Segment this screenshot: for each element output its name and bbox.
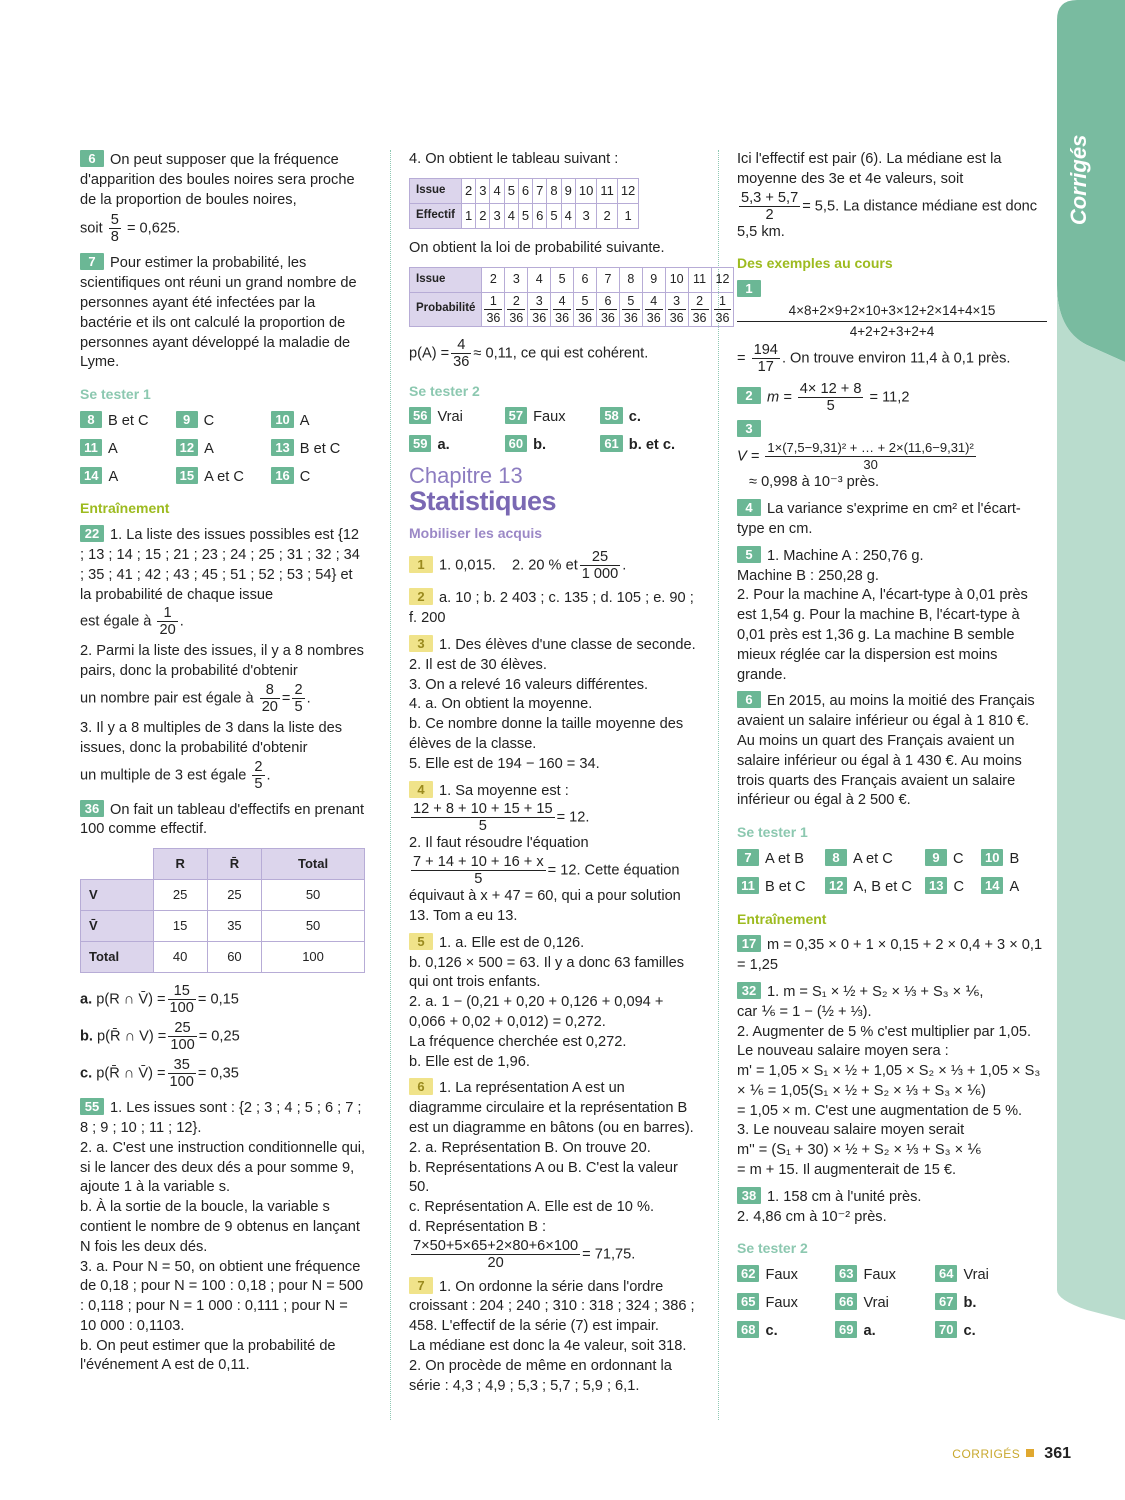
table-cell: 1 xyxy=(461,203,475,228)
answer-item: 14 A xyxy=(80,467,176,488)
chapter-title: Statistiques xyxy=(409,485,557,516)
table-cell: 3 xyxy=(490,203,504,228)
text: b. On peut estimer que la probabilité de l'événement A est de 0,11. xyxy=(80,1337,336,1374)
answer-grid xyxy=(409,407,696,456)
fraction: $\frac{194}{17}$ xyxy=(753,341,778,375)
section-heading: Mobiliser les acquis xyxy=(409,524,543,541)
table-cell: 6 xyxy=(574,267,597,292)
text: est égale à xyxy=(80,613,152,630)
exercise-number: 7 xyxy=(80,253,104,270)
answer-item: 11 B et C xyxy=(737,877,825,898)
answer-item: 65 Faux xyxy=(737,1293,835,1314)
answer-item: 61 b. et c. xyxy=(600,435,696,456)
table-cell: 6 xyxy=(533,203,547,228)
acquis-1: 1 1. 0,015. 2. 20 % et $\frac{25}{1 000}$ . xyxy=(409,549,696,582)
table-cell: 5 xyxy=(547,203,561,228)
table-cell: 12 xyxy=(711,267,734,292)
fraction: $\frac{4\times 12 + 8}{5}$ xyxy=(799,380,862,414)
probability-cell: $\frac{3}{36}$ xyxy=(665,292,688,326)
text: 1. Les issues sont : {2 ; 3 ; 4 ; 5 ; 6 ; 7 ; 8 ; 9 ; 10 ; 11 ; 12}. xyxy=(80,1100,362,1136)
answer-grid xyxy=(80,411,367,487)
table-cell: 2 xyxy=(461,178,475,203)
table-cell: 4 xyxy=(528,267,551,292)
section-heading: Se tester 1 xyxy=(737,824,808,841)
fraction: $\frac{2}{5}$ xyxy=(254,758,263,792)
text: 3. a. Pour N = 50, on obtient une fréquence de 0,18 ; pour N = 100 : 0,18 ; pour N = 500 : 0,118 ; pour N = 1 000 : 0,111 ; pour N = 10 000 : 0,1103. xyxy=(80,1258,364,1334)
table-cell: 8 xyxy=(619,267,642,292)
column-3: Ici l'effectif est pair (6). La médiane est la moyenne des 3e et 4e valeurs, soit $\frac{5,3 + 5,7}{2}$ = 5,5. La distance médiane est donc 5,5 km. Des exemples au cours 1 4×8+2×9+2×10+3×12+2×14+4×15 4+2+2+3+2+4 = $\frac{194}{17}$ . On trouve environ 11,4 à 0,1 près. 2 m = $\frac{4\times 12 + 8}{5}$ = 11,2 3 V = $\frac{\text{1×(7,5−9,31)² + … + 2×(11,6−9,31)²}}{30}$ ≈ 0,998 à 10⁻³ près. 4 La variance s'exprime en cm² et l'écart-type en cm. 5 1. Machine A : 250,76 g. Machine B : 250,28 g. 2. Pour la machine A, l'écart-type à 0,01 près est 1,54 g. Pour la machine B, l'écart-type à 0,01 près est 1,36 g. La machine B semble mieux réglée car la dispersion est moins grande. 6 En 2015, au moins la moitié des Français avaient un salaire inférieur ou égal à 1 810 €. Au moins un quart des Français avaient un salaire inférieur ou égal à 1 430 €. Au moins trois quarts des Français avaient un salaire inférieur ou égal à 2 500 €. Se tester 1 7 A et B 8 A et C 9 C 10 B 11 B et C 12 A, B et C 13 C 14 A Entraînement 17 m = 0,35 × 0 + 1 × 0,15 + 2 × 0,4 + 3 × 0,1 = 1,25 32 1. m = S₁ × ½ + S₂ × ⅓ + S₃ × ⅙, car ⅙ = 1 − (½ + ⅓). 2. Augmenter de 5 % c'est multiplier par 1,05. Le nouveau salaire moyen sera : m' = 1,05 × S₁ × ½ + 1,05 × S₂ × ⅓ + 1,05 × S₃ × ⅙ = 1,05(S₁ × ½ + S₂ × ⅓ + S₃ × ⅙) = 1,05 × m. C'est une augmentation de 5 %. 3. Le nouveau salaire moyen serait m'' = (S₁ + 30) × ½ + S₂ × ⅓ + S₃ × ⅙ = m + 15. Il augmenterait de 15 €. 38 1. 158 cm à l'unité près. 2. 4,86 cm à 10⁻² près. Se tester 2 62 Faux 63 Faux 64 Vrai 65 Faux 66 Vrai 67 b. 68 c. 69 a. 70 c. xyxy=(737,150,1047,1342)
example-4: 4 La variance s'exprime en cm² et l'écart-type en cm. xyxy=(737,500,1021,537)
table-cell: 7 xyxy=(596,267,619,292)
table-cell: 8 xyxy=(547,178,561,203)
text: = 0,625. xyxy=(126,220,181,237)
table-cell: 2 xyxy=(597,203,618,228)
answer-item: 7 A et B xyxy=(737,849,825,870)
answer-item: 56 Vrai xyxy=(409,407,505,428)
example-1: 1 4×8+2×9+2×10+3×12+2×14+4×15 4+2+2+3+2+4 = $\frac{194}{17}$ . On trouve environ 11,4 à 0,1 près. xyxy=(737,280,1047,374)
probability-cell: $\frac{4}{36}$ xyxy=(551,292,574,326)
table-cell: 5 xyxy=(504,178,518,203)
example-2: 2 m = $\frac{4\times 12 + 8}{5}$ = 11,2 xyxy=(737,381,1047,414)
column-separator xyxy=(718,150,719,1420)
square-icon xyxy=(1026,1449,1034,1457)
answer-item: 15 A et C xyxy=(176,467,272,488)
probability-cell: $\frac{1}{36}$ xyxy=(482,292,505,326)
answer-grid xyxy=(737,849,1047,898)
answer-item: 8 A et C xyxy=(825,849,925,870)
answer-item: 12 A xyxy=(176,439,272,460)
text: un nombre pair est égale à xyxy=(80,690,254,707)
text: Ici l'effectif est pair (6). La médiane est la moyenne des 3e et 4e valeurs, soit xyxy=(737,151,1002,187)
probability-cell: $\frac{2}{36}$ xyxy=(688,292,711,326)
probability-cell: $\frac{3}{36}$ xyxy=(528,292,551,326)
text: un multiple de 3 est égale xyxy=(80,766,247,783)
answer-item: 70 c. xyxy=(935,1321,1035,1342)
footer-section: CORRIGÉS xyxy=(952,1447,1021,1461)
fraction: $\frac{7\times 50+5\times 65+2\times 80+6\times 100}{20}$ xyxy=(413,1237,579,1271)
text: 3. Il y a 8 multiples de 3 dans la liste des issues, donc la probabilité d'obtenir xyxy=(80,719,343,756)
section-heading: Se tester 1 xyxy=(80,386,151,403)
exercise-text: On peut supposer que la fréquence d'apparition des boules noires sera proche de la proportion de boules noires, xyxy=(80,152,355,208)
answer-item: 63 Faux xyxy=(835,1265,935,1286)
issue-effectif-table: Issue 2 3 4 5 6 7 8 9 10 11 12 Effectif 1 2 3 4 5 6 5 4 3 2 1 xyxy=(409,178,639,229)
table-cell: 2 xyxy=(482,267,505,292)
section-heading: Des exemples au cours xyxy=(737,255,893,272)
table-cell: 3 xyxy=(575,203,596,228)
exercise-17: 17 m = 0,35 × 0 + 1 × 0,15 + 2 × 0,4 + 3 × 0,1 = 1,25 xyxy=(737,936,1043,974)
text: 2. a. C'est une instruction conditionnelle qui, si le lancer des deux dés a pour somme 9, ajoute 1 à la variable s. xyxy=(80,1139,366,1196)
answer-item: 16 C xyxy=(271,467,367,488)
text: On fait un tableau d'effectifs en prenant 100 comme effectif. xyxy=(80,801,365,838)
effectifs-table: R R̄ Total V 25 25 50 V̄ 15 35 50 Total 40 60 100 xyxy=(80,848,365,973)
table-cell: 4 xyxy=(561,203,575,228)
answer-item: 64 Vrai xyxy=(935,1265,1035,1286)
answer-item: 67 b. xyxy=(935,1293,1035,1314)
table-cell: 3 xyxy=(505,267,528,292)
answer-item: 9 C xyxy=(925,849,981,870)
table-cell: 2 xyxy=(476,203,490,228)
pA-line: p(A) = $\frac{4}{36}$ ≈ 0,11, ce qui est cohérent. xyxy=(409,336,649,370)
table-cell: 11 xyxy=(597,178,618,203)
column-2 xyxy=(409,150,730,1402)
answer-item: 57 Faux xyxy=(505,407,601,428)
answer-item: 12 A, B et C xyxy=(825,877,925,898)
text: 2. Parmi la liste des issues, il y a 8 nombres pairs, donc la probabilité d'obtenir xyxy=(80,643,364,680)
probability-cell: $\frac{2}{36}$ xyxy=(505,292,528,326)
section-heading: Entraînement xyxy=(737,910,827,927)
table-cell: 10 xyxy=(575,178,596,203)
exercise-text: Pour estimer la probabilité, les scientifiques ont réuni un grand nombre de personnes ayant été infectées par la bactérie et ils ont calculé la proportion de personnes ayant développé la maladie de Lyme. xyxy=(80,255,357,371)
fraction: $\frac{35}{100}$ xyxy=(169,1057,194,1091)
column-1 xyxy=(80,150,367,1382)
text: b. À la sortie de la boucle, la variable s contient le nombre de 9 obtenus en lançant N fois les deux dés. xyxy=(80,1199,360,1255)
acquis-2: 2 a. 10 ; b. 2 403 ; c. 135 ; d. 105 ; e. 90 ; f. 200 xyxy=(409,589,694,627)
exercise-55 xyxy=(80,1098,367,1376)
page-number: 361 xyxy=(1044,1445,1071,1462)
acquis-5: 5 1. a. Elle est de 0,126. b. 0,126 × 500 = 63. Il y a donc 63 familles qui ont trois enfants. 2. a. 1 − (0,21 + 0,20 + 0,126 + 0,094 + 0,066 + 0,02 + 0,012) = 0,272. La fréquence cherchée est 0,272. b. Elle est de 1,96. xyxy=(409,933,685,1070)
table-cell: 4 xyxy=(504,203,518,228)
text: On obtient la loi de probabilité suivante. xyxy=(409,239,665,256)
answer-item: 10 A xyxy=(271,411,367,432)
exercise-7 xyxy=(80,253,367,373)
section-heading: Se tester 2 xyxy=(409,382,480,399)
acquis-3: 3 1. Des élèves d'une classe de seconde. 2. Il est de 30 élèves. 3. On a relevé 16 valeurs différentes. 4. a. On obtient la moyenne. b. Ce nombre donne la taille moyenne des élèves de la classe. 5. Elle est de 194 − 160 = 34. xyxy=(409,635,696,772)
section-heading: Se tester 2 xyxy=(737,1240,808,1257)
answer-item: 66 Vrai xyxy=(835,1293,935,1314)
probability-cell: $\frac{1}{36}$ xyxy=(711,292,734,326)
exercise-6 xyxy=(80,150,367,245)
table-cell: 9 xyxy=(642,267,665,292)
answer-item: 60 b. xyxy=(505,435,601,456)
acquis-7: 7 1. On ordonne la série dans l'ordre croissant : 204 ; 240 ; 310 : 318 ; 324 ; 386 ; 458. L'effectif de la série (7) est impair. La médiane est donc la 4e valeur, soit 318. 2. On procède de même en ordonnant la série : 4,3 ; 4,9 ; 5,3 ; 5,7 ; 5,9 ; 6,1. xyxy=(409,1277,695,1394)
text: 1. La liste des issues possibles est {12 ; 13 ; 14 ; 15 ; 21 ; 23 ; 24 ; 25 ; 31 ; 32 ; 34 ; 35 ; 41 ; 42 ; 43 ; 45 ; 51 ; 52 ; 53 ; 54} et la probabilité de chaque issue xyxy=(80,527,360,603)
fraction: $\frac{12 + 8 + 10 + 15 + 15}{5}$ xyxy=(413,801,553,835)
answer-item: 14 A xyxy=(981,877,1051,898)
answer-item: 11 A xyxy=(80,439,176,460)
table-cell: 7 xyxy=(533,178,547,203)
fraction: $\frac{5,3 + 5,7}{2}$ xyxy=(741,189,799,223)
table-cell: 12 xyxy=(617,178,638,203)
example-3: 3 V = $\frac{\text{1×(7,5−9,31)² + … + 2×(11,6−9,31)²}}{30}$ ≈ 0,998 à 10⁻³ près. xyxy=(737,420,974,491)
answer-item: 62 Faux xyxy=(737,1265,835,1286)
column-separator xyxy=(390,150,391,1420)
text: 4. On obtient le tableau suivant : xyxy=(409,151,619,167)
exercise-36: 36 On fait un tableau d'effectifs en prenant 100 comme effectif. R R̄ Total V 25 25 50 V̄ 15 35 50 Total 40 60 100 a. p(R ∩ V̄) = $\frac{15}{100}$ = 0,15 b. p(R̄ ∩ V) = $\frac{25}{100}$ = 0,25 c. p(R̄ ∩ V̄) = $\frac{35}{100}$ = 0,35 xyxy=(80,800,365,1091)
answer-item: 58 c. xyxy=(600,407,696,428)
acquis-4: 4 1. Sa moyenne est : $\frac{12 + 8 + 10 + 15 + 15}{5}$ = 12. 2. Il faut résoudre l'équation $\frac{7 + 14 + 10 + 16 + x}{5}$ = 12. Cette équation équivaut à x + 47 = 60, qui a pour solution 13. Tom a eu 13. xyxy=(409,781,681,924)
probability-cell: $\frac{6}{36}$ xyxy=(596,292,619,326)
acquis-6: 6 1. La représentation A est un diagramme circulaire et la représentation B est un diagramme en bâtons (ou en barres). 2. a. Représentation B. On trouve 20. b. Représentations A ou B. C'est la valeur 50. c. Représentation A. Elle est de 10 %. d. Représentation B : $\frac{7\times 50+5\times 65+2\times 80+6\times 100}{20}$ = 71,75. xyxy=(409,1079,694,1271)
answer-item: 68 c. xyxy=(737,1321,835,1342)
fraction: $\frac{25}{100}$ xyxy=(170,1020,195,1054)
probability-cell: $\frac{5}{36}$ xyxy=(574,292,597,326)
answer-item: 8 B et C xyxy=(80,411,176,432)
table-cell: 10 xyxy=(665,267,688,292)
answer-item: 13 B et C xyxy=(271,439,367,460)
table-cell: 6 xyxy=(518,178,532,203)
fraction: $\frac{1}{20}$ xyxy=(159,605,176,639)
table-cell: 4 xyxy=(490,178,504,203)
probability-cell: $\frac{4}{36}$ xyxy=(642,292,665,326)
exercise-number: 6 xyxy=(80,150,104,167)
table-cell: 9 xyxy=(561,178,575,203)
side-tab xyxy=(1057,0,1125,1500)
exercise-32: 32 1. m = S₁ × ½ + S₂ × ⅓ + S₃ × ⅙, car ⅙ = 1 − (½ + ⅓). 2. Augmenter de 5 % c'est multiplier par 1,05. Le nouveau salaire moyen sera : m' = 1,05 × S₁ × ½ + 1,05 × S₂ × ⅓ + 1,05 × S₃ × ⅙ = 1,05(S₁ × ½ + S₂ × ⅓ + S₃ × ⅙) = 1,05 × m. C'est une augmentation de 5 %. 3. Le nouveau salaire moyen serait m'' = (S₁ + 30) × ½ + S₂ × ⅓ + S₃ × ⅙ = m + 15. Il augmenterait de 15 €. xyxy=(737,982,1041,1179)
page-footer xyxy=(952,1444,1071,1465)
fraction: $\frac{4}{36}$ xyxy=(453,336,470,370)
fraction: $\frac{15}{100}$ xyxy=(169,983,194,1017)
exercise-number: 55 xyxy=(80,1098,104,1115)
answer-item: 13 C xyxy=(925,877,981,898)
text: soit xyxy=(80,220,103,237)
probability-cell: $\frac{5}{36}$ xyxy=(619,292,642,326)
probability-table: Issue 2 3 4 5 6 7 8 9 10 11 12 Probabilité $\frac{1}{36}$ $\frac{2}{36}$ $\frac{3}{36}$ $\frac{4}{36}$ $\frac{5}{36}$ $\frac{6}{36}$ $\frac{5}{36}$ $\frac{4}{36}$ $\frac{3}{36}$ $\frac{2}{36}$ $\frac{1}{36}$ xyxy=(409,267,734,327)
table-cell: 5 xyxy=(551,267,574,292)
exercise-number: 36 xyxy=(80,800,104,817)
example-5: 5 1. Machine A : 250,76 g. Machine B : 250,28 g. 2. Pour la machine A, l'écart-type à 0,01 près est 1,54 g. Pour la machine B, l'écart-type à 0,01 près est 1,36 g. La machine B semble mieux réglée car la dispersion est moins grande. xyxy=(737,546,1028,683)
answer-item: 10 B xyxy=(981,849,1051,870)
answer-item: 9 C xyxy=(176,411,272,432)
answer-item: 69 a. xyxy=(835,1321,935,1342)
table-cell: 3 xyxy=(476,178,490,203)
exercise-22: 22 1. La liste des issues possibles est {12 ; 13 ; 14 ; 15 ; 21 ; 23 ; 24 ; 25 ; 31 ; 32 ; 34 ; 35 ; 41 ; 42 ; 43 ; 45 ; 51 ; 52 ; 53 ; 54} et la probabilité de chaque issue est égale à $\frac{1}{20}$ . 2. Parmi la liste des issues, il y a 8 nombres pairs, donc la probabilité d'obtenir un nombre pair est égale à $\frac{8}{20}$ = $\frac{2}{5}$ . 3. Il y a 8 multiples de 3 dans la liste des issues, donc la probabilité d'obtenir un multiple de 3 est égale $\frac{2}{5}$ . xyxy=(80,525,367,791)
tab-label: Corrigés xyxy=(1066,134,1092,226)
fraction: $\frac{5}{8}$ xyxy=(110,212,119,246)
exercise-number: 22 xyxy=(80,525,104,542)
table-cell: 1 xyxy=(617,203,638,228)
answer-grid xyxy=(737,1265,1047,1341)
chapter-number: Chapitre 13 xyxy=(409,462,523,488)
table-cell: 11 xyxy=(688,267,711,292)
fraction: $\frac{8}{20}$ xyxy=(261,681,278,715)
fraction: $\frac{2}{5}$ xyxy=(294,681,303,715)
exercise-38: 38 1. 158 cm à l'unité près. 2. 4,86 cm à 10⁻² près. xyxy=(737,1187,922,1225)
example-6: 6 En 2015, au moins la moitié des Français avaient un salaire inférieur ou égal à 1 810 €. Au moins un quart des Français avaient un salaire inférieur ou égal à 1 430 €. Au moins trois quarts des Français avaient un salaire inférieur ou égal à 2 500 €. xyxy=(737,692,1035,809)
fraction: $\frac{25}{1 000}$ xyxy=(581,549,619,583)
fraction: $\frac{\text{1×(7,5−9,31)² + … + 2×(11,6−9,31)²}}{30}$ xyxy=(767,440,974,473)
fraction: $\frac{7 + 14 + 10 + 16 + x}{5}$ xyxy=(413,854,544,888)
section-heading: Entraînement xyxy=(80,500,170,517)
table-cell: 5 xyxy=(518,203,532,228)
answer-item: 59 a. xyxy=(409,435,505,456)
